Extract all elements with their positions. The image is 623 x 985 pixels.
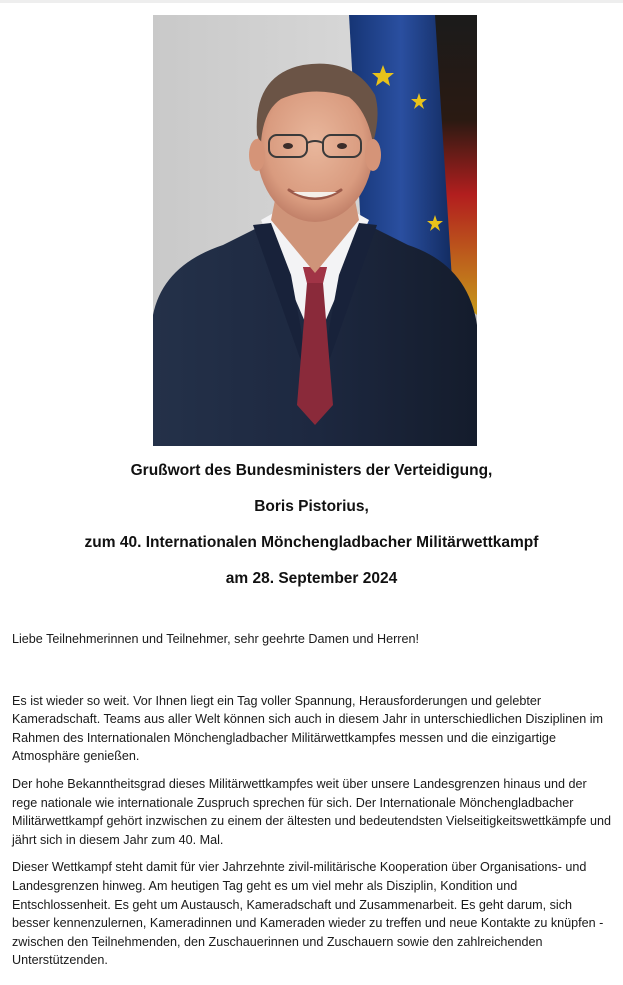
salutation: Liebe Teilnehmerinnen und Teilnehmer, sehr geehrte Damen und Herren! bbox=[12, 632, 419, 646]
heading-line-1: Grußwort des Bundesministers der Verteidigung, bbox=[130, 462, 493, 479]
portrait-illustration bbox=[153, 15, 477, 446]
heading-line-2: Boris Pistorius, bbox=[254, 498, 369, 515]
heading-line-3: zum 40. Internationalen Mönchengladbacher Militärwettkampf bbox=[84, 534, 539, 551]
portrait-photo bbox=[153, 15, 477, 446]
paragraph-1: Es ist wieder so weit. Vor Ihnen liegt ein Tag voller Spannung, Herausforderungen und gelebter Kameradschaft. Teams aus aller Welt können sich auch in diesem Jahr in unterschiedlichen Disziplinen im Rahmen des Internationalen Mönchengladbacher Militärwettkampfes messen und die einzigartige Atmosphäre genießen. bbox=[12, 693, 604, 764]
top-rule bbox=[0, 0, 623, 3]
paragraph-3: Dieser Wettkampf steht damit für vier Jahrzehnte zivil-militärische Kooperation über Organisations- und Landesgrenzen hinweg. Am heutigen Tag geht es um viel mehr als Disziplin, Kondition und Entschlossenheit. Es geht um Austausch, Kameradschaft und Zusammenarbeit. Es geht darum, sich besser kennenzulernen, Kameradinnen und Kameraden wieder zu treffen und neue Kontakte zu knüpfen - zwischen den Teilnehmenden, den Zuschauerinnen und Zuschauern sowie den zahlreichenden Unterstützenden. bbox=[12, 860, 604, 968]
letter-body bbox=[12, 630, 612, 979]
heading-block bbox=[0, 462, 623, 606]
heading-line-4: am 28. September 2024 bbox=[225, 570, 398, 587]
paragraph-2: Der hohe Bekanntheitsgrad dieses Militärwettkampfes weit über unsere Landesgrenzen hinaus und der rege nationale wie internationale Zuspruch sprechen für sich. Der Internationale Mönchengladbacher Militärwettkampf gehört inzwischen zu einem der ältesten und bedeutendsten Vielseitigkeitswettkämpfe und jährt sich in diesem Jahr zum 40. Mal. bbox=[12, 776, 612, 847]
